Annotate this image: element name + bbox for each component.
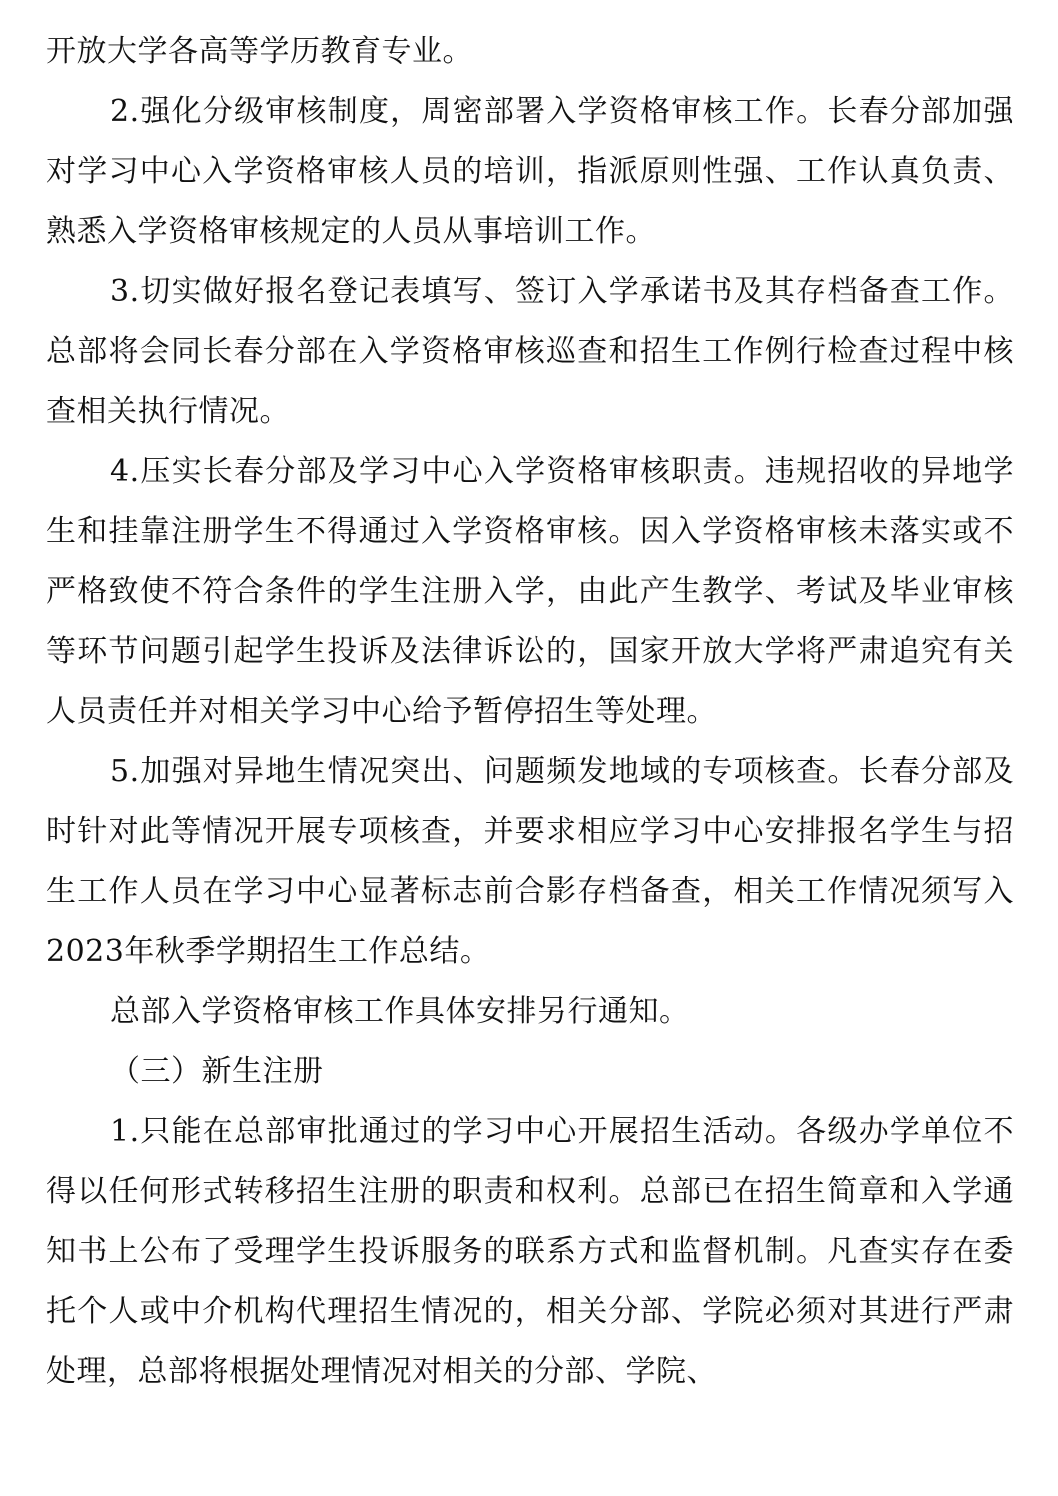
paragraph-continuation: 开放大学各高等学历教育专业。 <box>46 34 473 69</box>
paragraph-item-3: 3.切实做好报名登记表填写、签订入学承诺书及其存档备查工作。总部将会同长春分部在入学资格审核巡查和招生工作例行检查过程中核查相关执行情况。 <box>46 274 1014 429</box>
document-page <box>46 22 1014 1402</box>
paragraph-notice: 总部入学资格审核工作具体安排另行通知。 <box>110 994 690 1029</box>
section-heading: （三）新生注册 <box>110 1054 324 1089</box>
paragraph-item-4: 4.压实长春分部及学习中心入学资格审核职责。违规招收的异地学生和挂靠注册学生不得通过入学资格审核。因入学资格审核未落实或不严格致使不符合条件的学生注册入学，由此产生教学、考试及毕业审核等环节问题引起学生投诉及法律诉讼的，国家开放大学将严肃追究有关人员责任并对相关学习中心给予暂停招生等处理。 <box>46 454 1014 729</box>
paragraph-item-5: 5.加强对异地生情况突出、问题频发地域的专项核查。长春分部及时针对此等情况开展专项核查，并要求相应学习中心安排报名学生与招生工作人员在学习中心显著标志前合影存档备查，相关工作情况须写入2023年秋季学期招生工作总结。 <box>46 754 1014 969</box>
paragraph-item-1: 1.只能在总部审批通过的学习中心开展招生活动。各级办学单位不得以任何形式转移招生注册的职责和权利。总部已在招生简章和入学通知书上公布了受理学生投诉服务的联系方式和监督机制。凡查实存在委托个人或中介机构代理招生情况的，相关分部、学院必须对其进行严肃处理，总部将根据处理情况对相关的分部、学院、 <box>46 1114 1014 1389</box>
paragraph-item-2: 2.强化分级审核制度，周密部署入学资格审核工作。长春分部加强对学习中心入学资格审核人员的培训，指派原则性强、工作认真负责、熟悉入学资格审核规定的人员从事培训工作。 <box>46 94 1014 249</box>
